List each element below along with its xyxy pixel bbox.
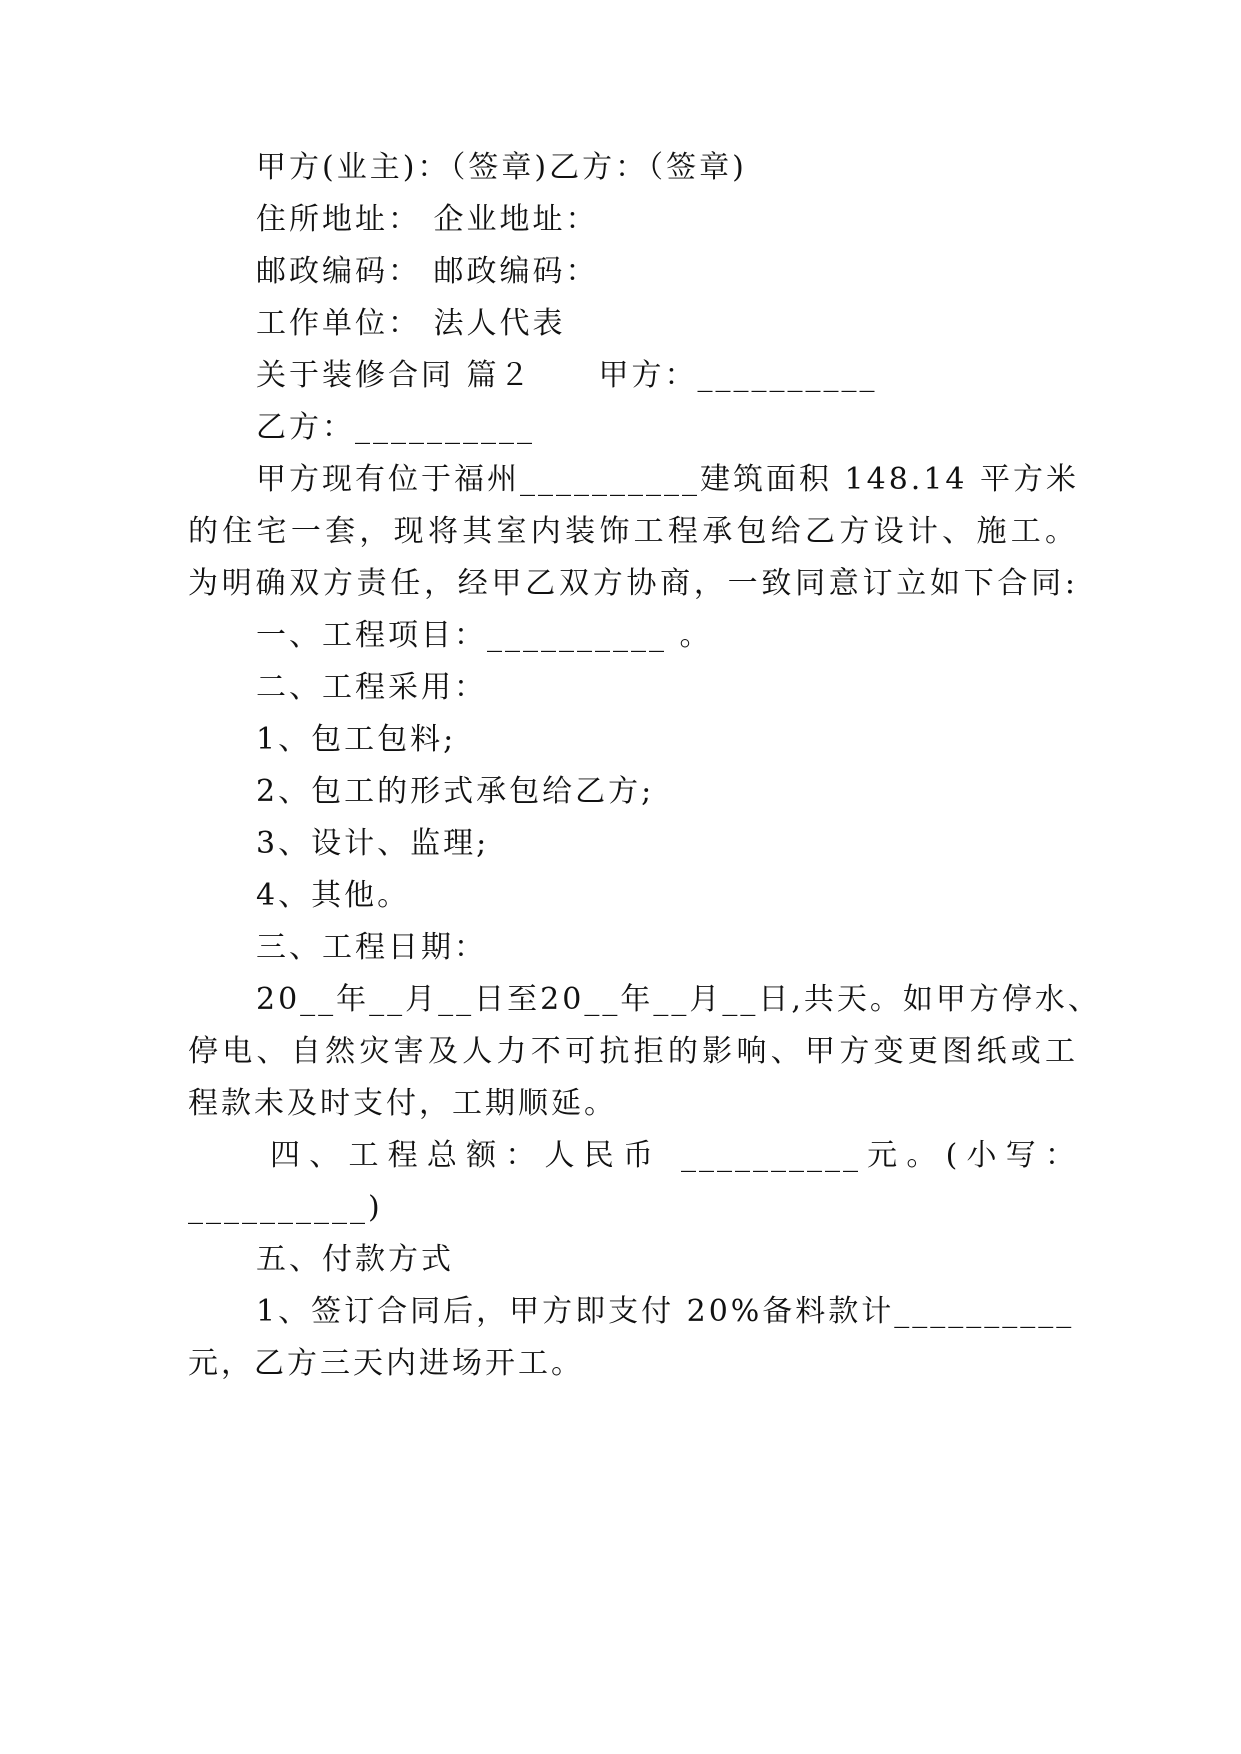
section-dates: 三、工程日期： xyxy=(256,930,487,965)
intro-paragraph-line-3: 为明确双方责任，经甲乙双方协商，一致同意订立如下合同: xyxy=(188,566,1078,601)
dates-paragraph-line-1: 20__年__月__日至20__年__月__日,共天。如甲方停水、 xyxy=(256,982,1101,1017)
intro-paragraph-line-1: 甲方现有位于福州__________建筑面积 148.14 平方米 xyxy=(256,462,1080,497)
contract-heading-party-a: 关于装修合同 篇２ 甲方：__________ xyxy=(256,358,878,393)
method-item-2: 2、包工的形式承包给乙方; xyxy=(256,774,655,809)
address-line: 住所地址： 企业地址： xyxy=(256,202,599,237)
dates-paragraph-line-3: 程款未及时支付，工期顺延。 xyxy=(188,1086,617,1121)
payment-item-1-line-2: 元，乙方三天内进场开工。 xyxy=(188,1346,584,1381)
method-item-3: 3、设计、监理; xyxy=(256,826,490,861)
party-b-line: 乙方：__________ xyxy=(256,410,535,445)
section-project: 一、工程项目：__________ 。 xyxy=(256,618,713,653)
work-unit-line: 工作单位： 法人代表 xyxy=(256,306,566,341)
section-total-amount: 四、工程总额：人民币 __________元。(小写： xyxy=(270,1138,1078,1173)
dates-paragraph-line-2: 停电、自然灾害及人力不可抗拒的影响、甲方变更图纸或工 xyxy=(188,1034,1078,1069)
total-amount-small-blank: __________) xyxy=(188,1190,383,1225)
method-item-4: 4、其他。 xyxy=(256,878,411,913)
section-payment: 五、付款方式 xyxy=(256,1242,454,1277)
section-method: 二、工程采用： xyxy=(256,670,487,705)
intro-paragraph-line-2: 的住宅一套，现将其室内装饰工程承包给乙方设计、施工。 xyxy=(188,514,1078,549)
postcode-line: 邮政编码： 邮政编码： xyxy=(256,254,599,289)
payment-item-1-line-1: 1、签订合同后，甲方即支付 20%备料款计__________ xyxy=(256,1294,1075,1329)
method-item-1: 1、包工包料; xyxy=(256,722,457,757)
signature-party-line: 甲方(业主)：（签章)乙方：（签章) xyxy=(256,150,747,185)
